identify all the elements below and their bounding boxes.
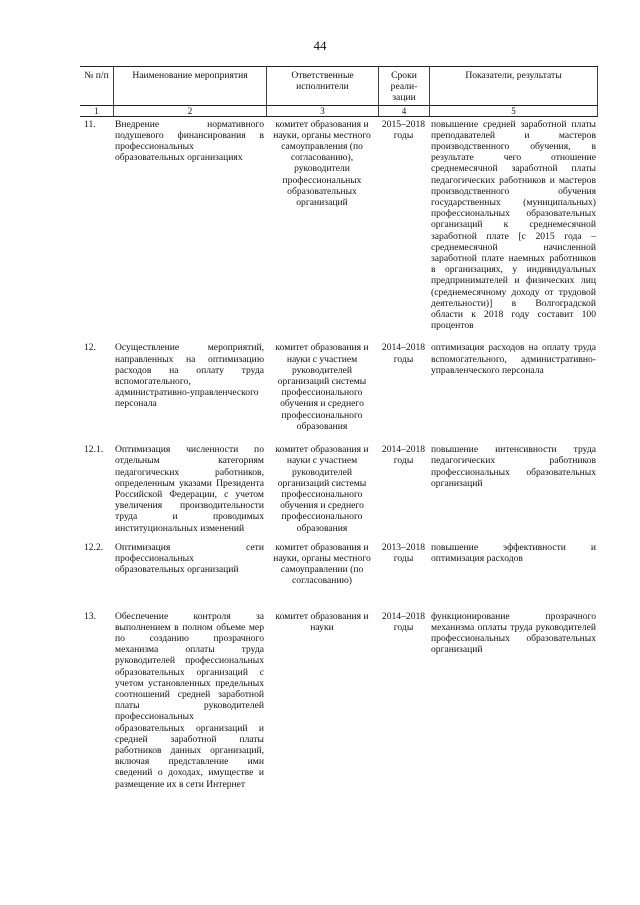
table-header (80, 66, 598, 106)
row-name: Оптимизация численности по отдельным категориям педагогических работников, определенным указами Президента Российской Федерации, с учетом увеличения производительности труда и проводимых институциональных изменений (115, 444, 264, 534)
header-responsible: Ответственные исполнители (266, 67, 378, 105)
row-name: Обеспечение контроля за выполнением в полном объеме мер по созданию прозрачного механизма оплаты труда руководителей профессиональных образовательных организаций с учетом установленных предельных соотношений средней заработной платы руководителей профессиональных образовательных организаций и средней заработной платы работников данных организаций, включая представление ими сведений о доходах, имуществе и размещение их в сети Интернет (115, 610, 264, 790)
row-name: Внедрение нормативного подушевого финансирования в профессиональных образовательных организациях (115, 118, 264, 164)
row-results: функционирование прозрачного механизма оплаты труда руководителей профессиональных образовательных организаций (431, 610, 596, 656)
table-row (80, 542, 598, 587)
row-results: оптимизация расходов на оплату труда вспомогательного, административно-управленческого персонала (431, 342, 596, 376)
row-term: 2014–2018 годы (381, 444, 426, 467)
row-term: 2015–2018 годы (381, 118, 426, 141)
row-results: повышение средней заработной платы преподавателей и мастеров производственного обучения, в результате чего отношение среднемесячной заработной платы педагогических работников и мастеров производственного обучения государственных (муниципальных) профессиональных образовательных организаций к среднемесячной заработной плате [с 2015 года – среднемесячной начисленной заработной плате наемных работников в организациях, у индивидуальных предпринимателей и физических лиц (среднемесячному доходу от трудовой деятельности)] в Волгоградской области к 2018 году составит 100 процентов (431, 118, 596, 332)
row-responsible: комитет образования и науки с участием руководителей организаций системы профессионального обучения и среднего профессионального образования (275, 342, 369, 432)
page-number: 44 (313, 38, 327, 53)
row-name: Осуществление мероприятий, направленных на оптимизацию расходов на оплату труда вспомогательного, административно-управленческого персонала (115, 342, 264, 410)
table-row (80, 611, 598, 790)
row-num: 12.1. (84, 444, 104, 456)
row-num: 12.2. (84, 541, 104, 553)
measures-table (80, 66, 598, 790)
row-num: 11. (84, 118, 96, 130)
col-number: 3 (266, 106, 378, 116)
column-numbers (80, 106, 598, 117)
row-num: 12. (84, 342, 96, 354)
table-row (80, 119, 598, 332)
col-number: 4 (378, 106, 429, 116)
header-name: Наименование мероприятия (113, 67, 266, 105)
col-number: 5 (429, 106, 598, 116)
row-term: 2014–2018 годы (381, 342, 426, 365)
col-number: 1 (94, 105, 99, 116)
header-num: № п/п (84, 70, 109, 81)
table-row (80, 342, 598, 432)
header-results: Показатели, результаты (429, 67, 598, 105)
row-responsible: комитет образования и науки, органы местного самоуправления (по согласованию), руководители профессиональных образовательных организаций (273, 118, 371, 209)
table-row (80, 444, 598, 534)
row-responsible: комитет образования и науки с участием руководителей организаций системы профессионального обучения и среднего профессионального образования (275, 444, 369, 534)
row-term: 2013–2018 годы (381, 541, 426, 564)
row-results: повышение интенсивности труда педагогических работников профессиональных образовательных организаций (431, 444, 596, 489)
col-number: 2 (113, 106, 266, 116)
row-responsible: комитет образования и науки, органы местного самоуправлении (по согласованию) (273, 541, 371, 587)
header-term: Сроки реали-зации (378, 67, 429, 105)
row-responsible: комитет образования и науки (275, 610, 369, 633)
row-term: 2014–2018 годы (381, 610, 426, 633)
row-results: повышение эффективности и оптимизация расходов (431, 541, 596, 564)
row-name: Оптимизация сети профессиональных образовательных организаций (115, 541, 264, 576)
row-num: 13. (84, 610, 96, 622)
